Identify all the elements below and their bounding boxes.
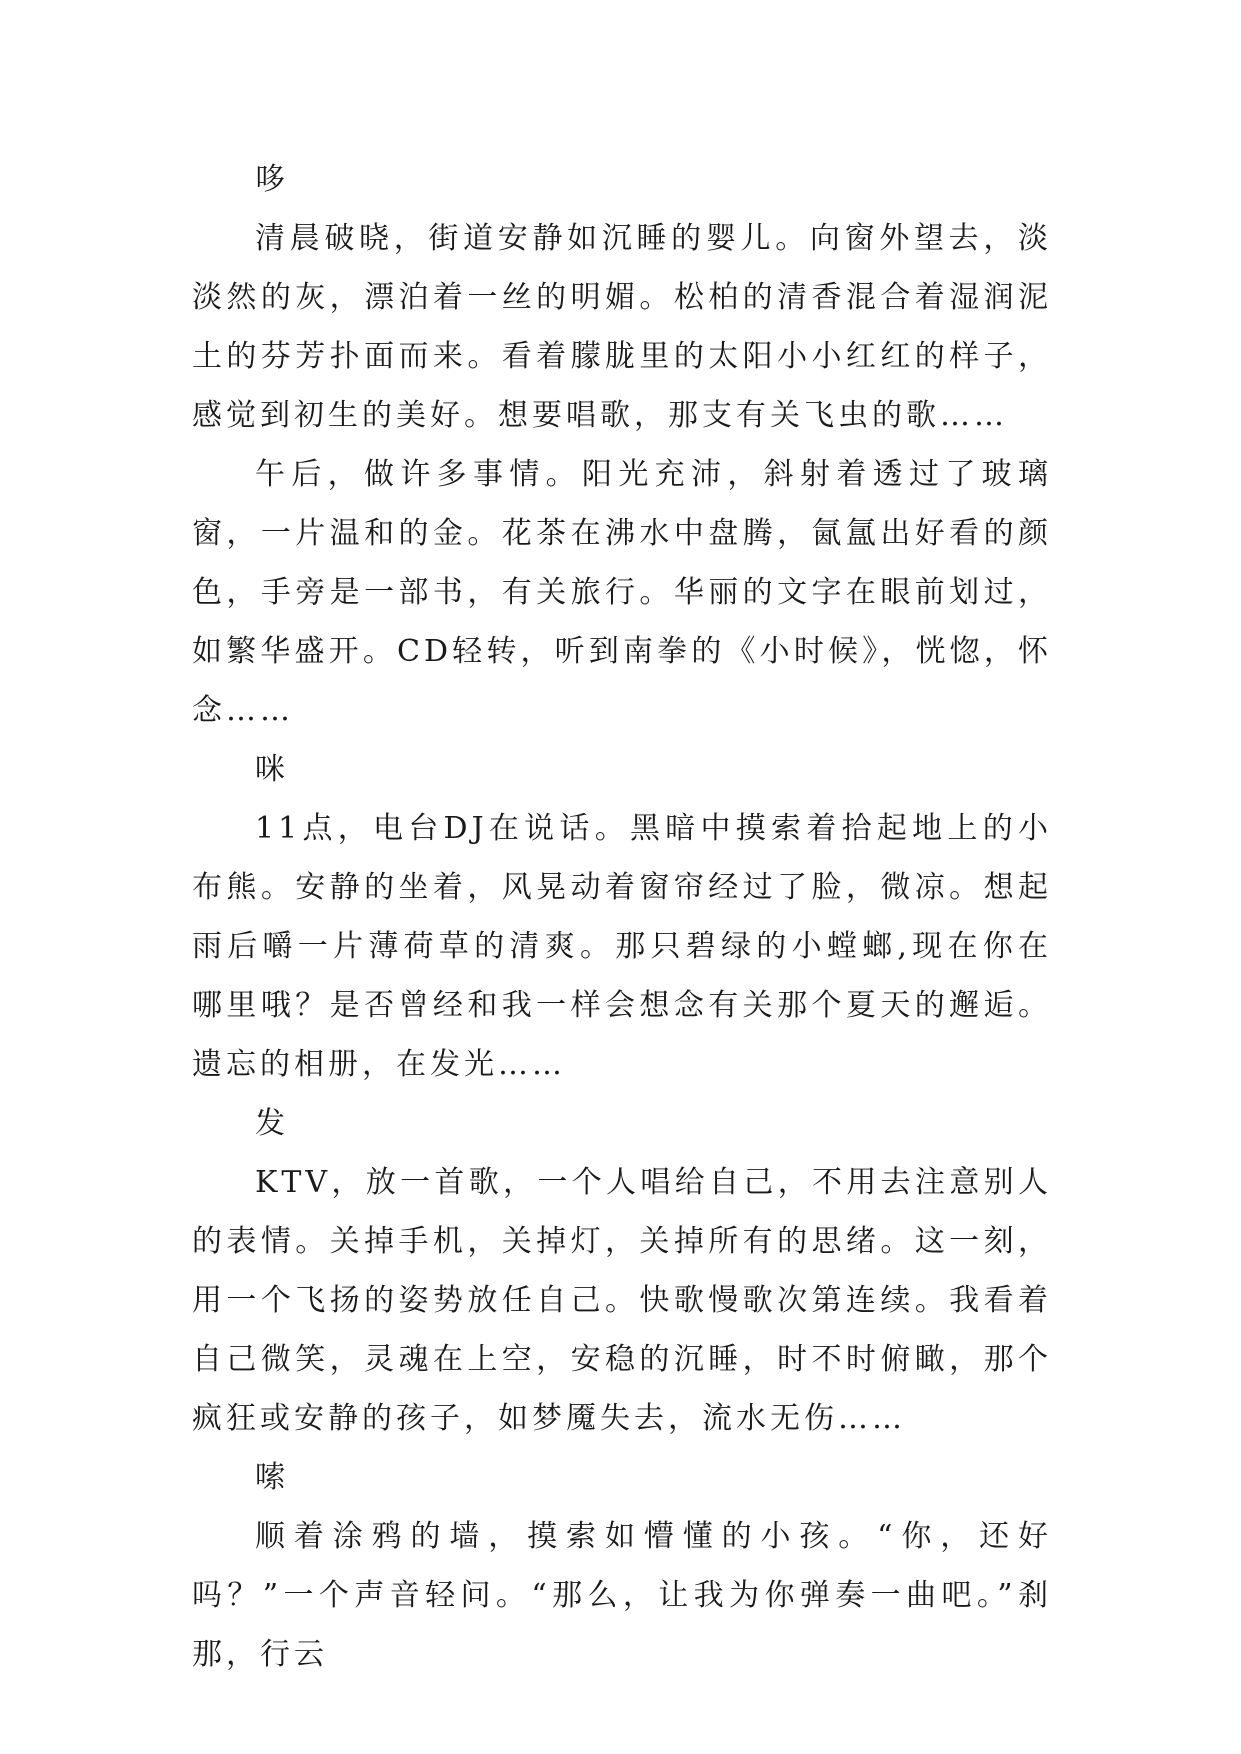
section-heading-so: 嗦 bbox=[255, 1460, 289, 1495]
section-heading-fa: 发 bbox=[255, 1106, 289, 1141]
paragraph-ktv: KTV，放一首歌，一个人唱给自己，不用去注意别人的表情。关掉手机，关掉灯，关掉所有的思绪。这一刻，用一个飞扬的姿势放任自己。快歌慢歌次第连续。我看着自己微笑，灵魂在上空，安稳的沉睡，时不时俯瞰，那个疯狂或安静的孩子，如梦魇失去，流水无伤…… bbox=[192, 1165, 1052, 1436]
section-heading-mi: 咪 bbox=[255, 752, 289, 787]
document-body bbox=[192, 150, 1052, 1684]
paragraph-graffiti-wall: 顺着涂鸦的墙，摸索如懵懂的小孩。“你，还好吗？”一个声音轻问。“那么，让我为你弹奏一曲吧。”刹那，行云 bbox=[192, 1519, 1052, 1672]
paragraph-afternoon: 午后，做许多事情。阳光充沛，斜射着透过了玻璃窗，一片温和的金。花茶在沸水中盘腾，氤氲出好看的颜色，手旁是一部书，有关旅行。华丽的文字在眼前划过，如繁华盛开。CD轻转，听到南拳的《小时候》，恍惚，怀念…… bbox=[192, 457, 1052, 728]
paragraph-morning: 清晨破晓，街道安静如沉睡的婴儿。向窗外望去，淡淡然的灰，漂泊着一丝的明媚。松柏的清香混合着湿润泥土的芬芳扑面而来。看着朦胧里的太阳小小红红的样子，感觉到初生的美好。想要唱歌，那支有关飞虫的歌…… bbox=[192, 221, 1052, 433]
paragraph-night: 11点，电台DJ在说话。黑暗中摸索着拾起地上的小布熊。安静的坐着，风晃动着窗帘经过了脸，微凉。想起雨后嚼一片薄荷草的清爽。那只碧绿的小螳螂,现在你在哪里哦？是否曾经和我一样会想念有关那个夏天的邂逅。遗忘的相册，在发光…… bbox=[192, 811, 1052, 1082]
section-heading-do: 哆 bbox=[255, 162, 289, 197]
